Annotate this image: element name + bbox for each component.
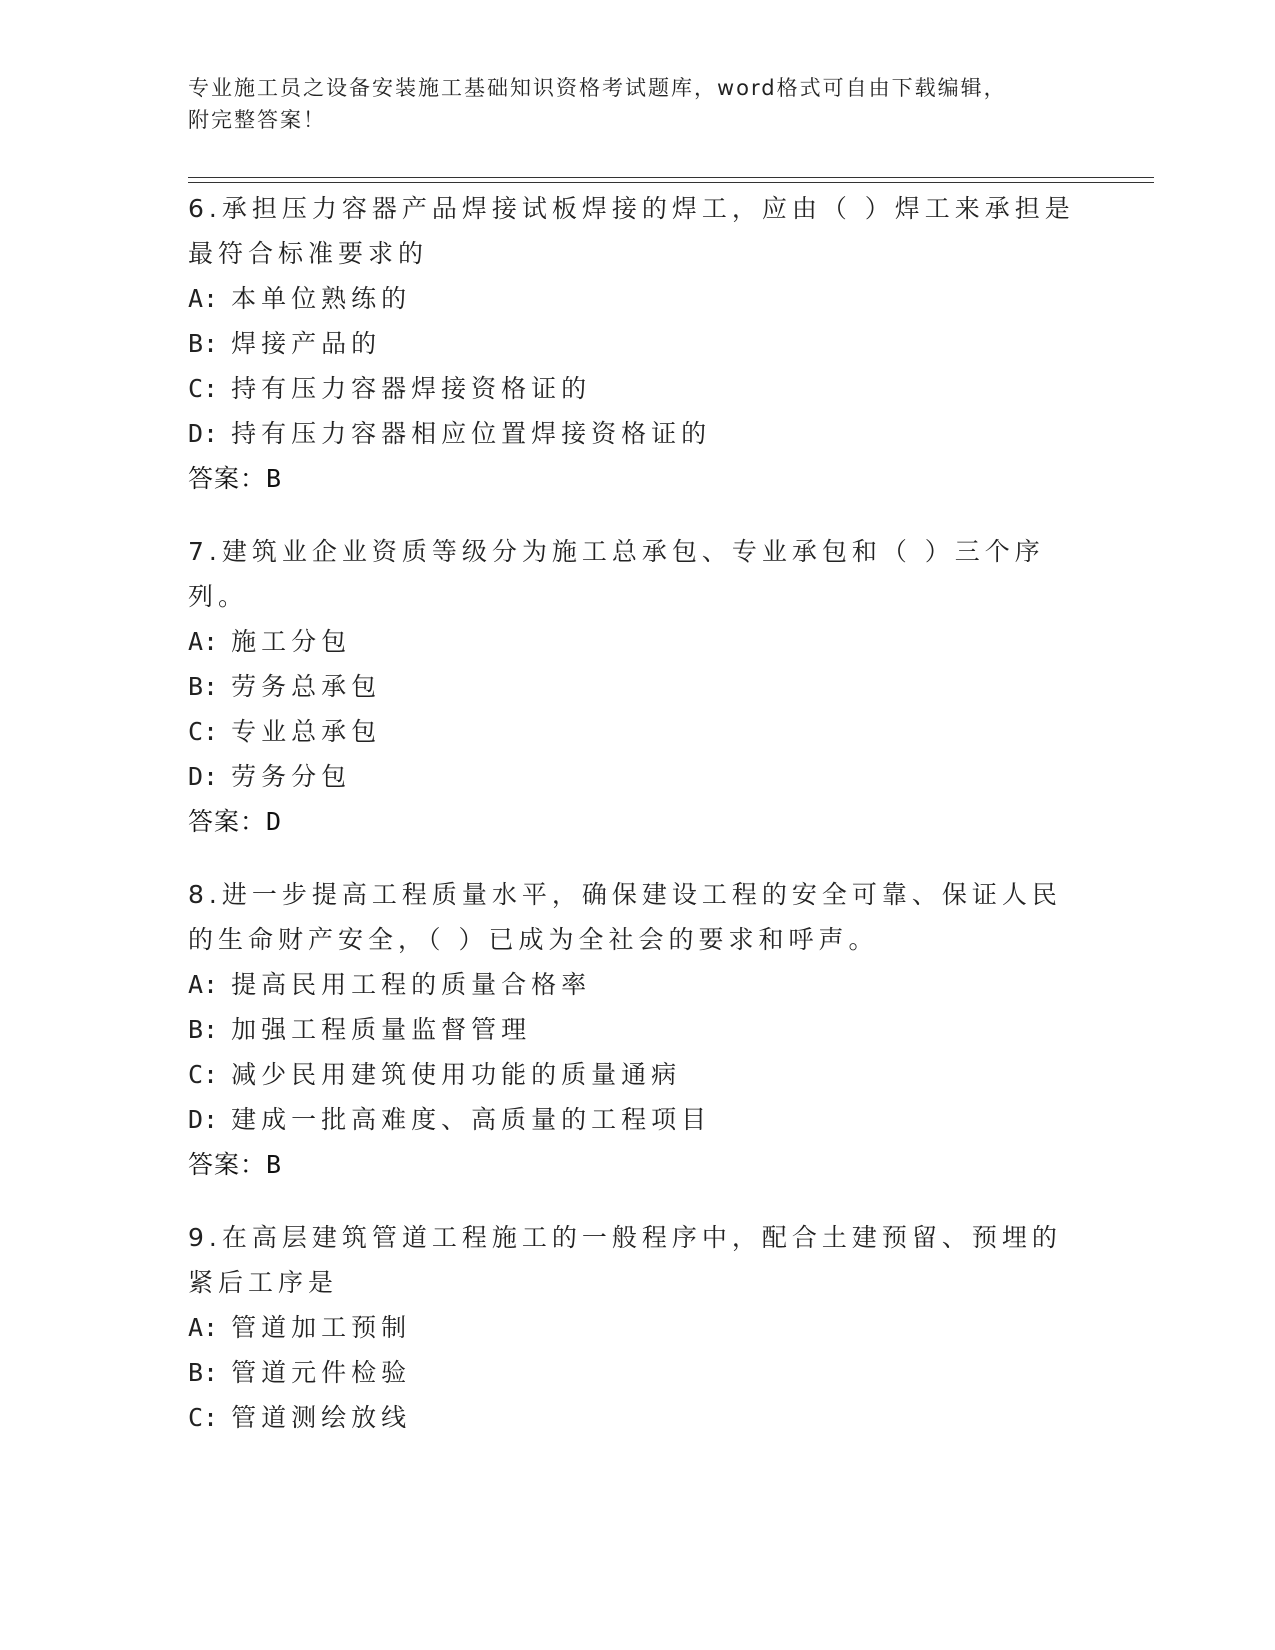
- option-text: 管道元件检验: [231, 1358, 412, 1387]
- option-text: 持有压力容器相应位置焊接资格证的: [231, 419, 712, 448]
- option-text: 提高民用工程的质量合格率: [231, 970, 592, 999]
- question-7: [188, 529, 1088, 844]
- answer-value: B: [266, 1150, 283, 1179]
- answer-line: [188, 456, 1088, 501]
- option-letter: D:: [188, 762, 219, 791]
- option-letter: D:: [188, 419, 219, 448]
- option-text: 建成一批高难度、高质量的工程项目: [231, 1105, 712, 1134]
- option-a: [188, 1305, 1088, 1350]
- option-c: [188, 1052, 1088, 1097]
- option-text: 持有压力容器焊接资格证的: [231, 374, 592, 403]
- option-letter: B:: [188, 1358, 219, 1387]
- answer-label: 答案：: [188, 464, 267, 493]
- question-text: 7.建筑业企业资质等级分为施工总承包、专业承包和（ ）三个序列。: [188, 537, 1045, 611]
- intro-line-1: 专业施工员之设备安装施工基础知识资格考试题库，word格式可自由下载编辑，: [188, 76, 1007, 100]
- option-letter: A:: [188, 970, 219, 999]
- option-letter: A:: [188, 627, 219, 656]
- document-header: [188, 72, 1068, 136]
- answer-line: [188, 799, 1088, 844]
- option-a: [188, 619, 1088, 664]
- question-text: 8.进一步提高工程质量水平，确保建设工程的安全可靠、保证人民的生命财产安全，（ ）已成为全社会的要求和呼声。: [188, 880, 1062, 954]
- answer-line: [188, 1142, 1088, 1187]
- intro-line-2: 附完整答案！: [188, 108, 326, 132]
- answer-label: 答案：: [188, 1150, 267, 1179]
- option-c: [188, 366, 1088, 411]
- option-b: [188, 1007, 1088, 1052]
- answer-value: D: [266, 807, 283, 836]
- answer-value: B: [266, 464, 283, 493]
- option-text: 施工分包: [231, 627, 352, 656]
- option-text: 焊接产品的: [231, 329, 382, 358]
- option-text: 专业总承包: [231, 717, 382, 746]
- option-text: 劳务总承包: [231, 672, 382, 701]
- option-text: 减少民用建筑使用功能的质量通病: [231, 1060, 682, 1089]
- option-d: [188, 754, 1088, 799]
- option-letter: B:: [188, 329, 219, 358]
- option-letter: C:: [188, 1060, 219, 1089]
- answer-label: 答案：: [188, 807, 267, 836]
- option-letter: B:: [188, 1015, 219, 1044]
- question-text: 9.在高层建筑管道工程施工的一般程序中，配合土建预留、预埋的紧后工序是: [188, 1223, 1062, 1297]
- question-9: [188, 1215, 1088, 1440]
- option-b: [188, 1350, 1088, 1395]
- header-divider-top: [188, 177, 1154, 178]
- option-a: [188, 276, 1088, 321]
- option-letter: C:: [188, 1403, 219, 1432]
- option-text: 本单位熟练的: [231, 284, 412, 313]
- question-text: 6.承担压力容器产品焊接试板焊接的焊工，应由（ ）焊工来承担是最符合标准要求的: [188, 194, 1075, 268]
- option-letter: A:: [188, 1313, 219, 1342]
- option-letter: D:: [188, 1105, 219, 1134]
- option-text: 管道加工预制: [231, 1313, 412, 1342]
- option-d: [188, 411, 1088, 456]
- option-c: [188, 709, 1088, 754]
- option-b: [188, 664, 1088, 709]
- option-letter: B:: [188, 672, 219, 701]
- option-letter: A:: [188, 284, 219, 313]
- question-8: [188, 872, 1088, 1187]
- header-divider-bottom: [188, 182, 1154, 183]
- option-b: [188, 321, 1088, 366]
- option-d: [188, 1097, 1088, 1142]
- option-letter: C:: [188, 374, 219, 403]
- option-c: [188, 1395, 1088, 1440]
- question-list: [188, 186, 1088, 1468]
- option-text: 管道测绘放线: [231, 1403, 412, 1432]
- option-text: 加强工程质量监督管理: [231, 1015, 532, 1044]
- option-text: 劳务分包: [231, 762, 352, 791]
- option-letter: C:: [188, 717, 219, 746]
- option-a: [188, 962, 1088, 1007]
- question-6: [188, 186, 1088, 501]
